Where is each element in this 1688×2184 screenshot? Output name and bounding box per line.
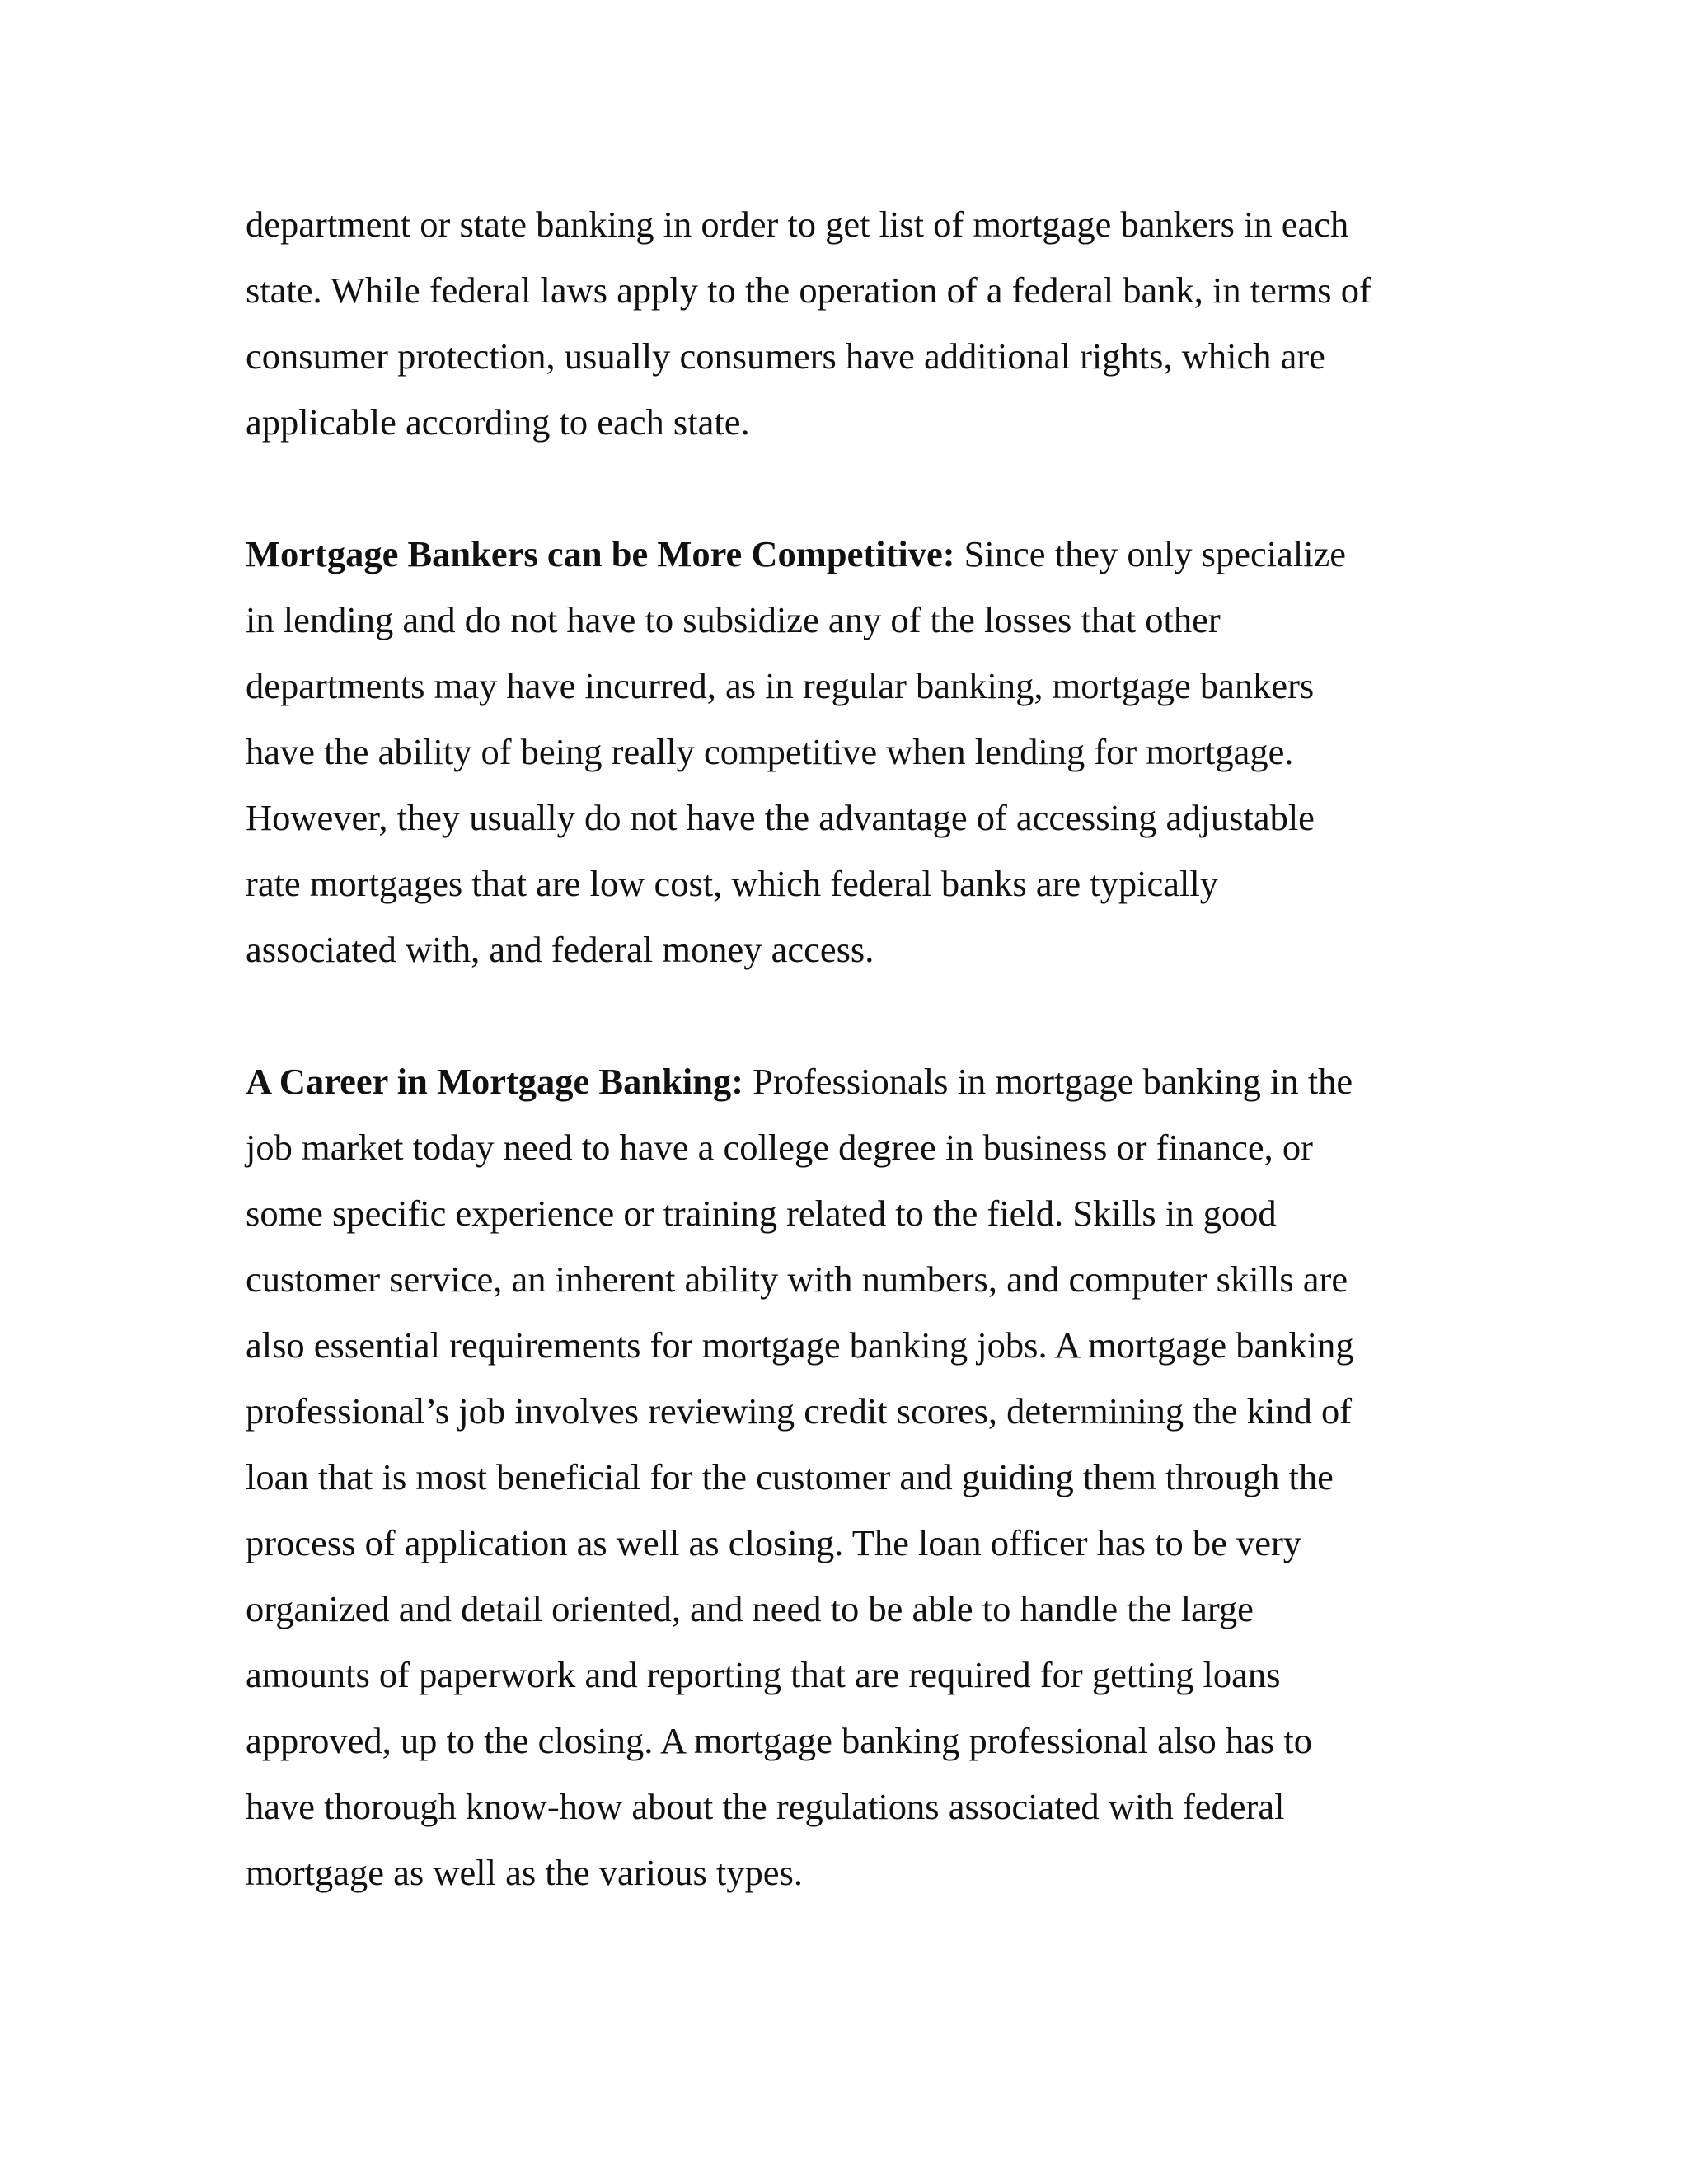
document-body	[246, 191, 1449, 1905]
paragraph-body: department or state banking in order to get list of mortgage bankers in each state. While federal laws apply to the operation of a federal bank, in terms of consumer protection, usually consumers have additional rights, which are applicable according to each state.	[246, 204, 1372, 443]
paragraph-body: Since they only specialize in lending and do not have to subsidize any of the losses that other departments may have incurred, as in regular banking, mortgage bankers have the ability of being really competitive when lending for mortgage. However, they usually do not have the advantage of accessing adjustable rate mortgages that are low cost, which federal banks are typically associated with, and federal money access.	[246, 533, 1347, 970]
paragraph-body: Professionals in mortgage banking in the job market today need to have a college degree in business or finance, or some specific experience or training related to the field. Skills in good customer service, an inherent ability with numbers, and computer skills are also essential requirements for mortgage banking jobs. A mortgage banking professional’s job involves reviewing credit scores, determining the kind of loan that is most beneficial for the customer and guiding them through the process of application as well as closing. The loan officer has to be very organized and detail oriented, and need to be able to handle the large amounts of paperwork and reporting that are required for getting loans approved, up to the closing. A mortgage banking professional also has to have thorough know-how about the regulations associated with federal mortgage as well as the various types.	[246, 1061, 1354, 1893]
paragraph-state-banking	[246, 191, 1449, 455]
paragraph-career	[246, 1048, 1449, 1905]
paragraph-competitive	[246, 521, 1449, 982]
paragraph-heading: A Career in Mortgage Banking:	[246, 1061, 744, 1102]
paragraph-heading: Mortgage Bankers can be More Competitive:	[246, 533, 955, 574]
